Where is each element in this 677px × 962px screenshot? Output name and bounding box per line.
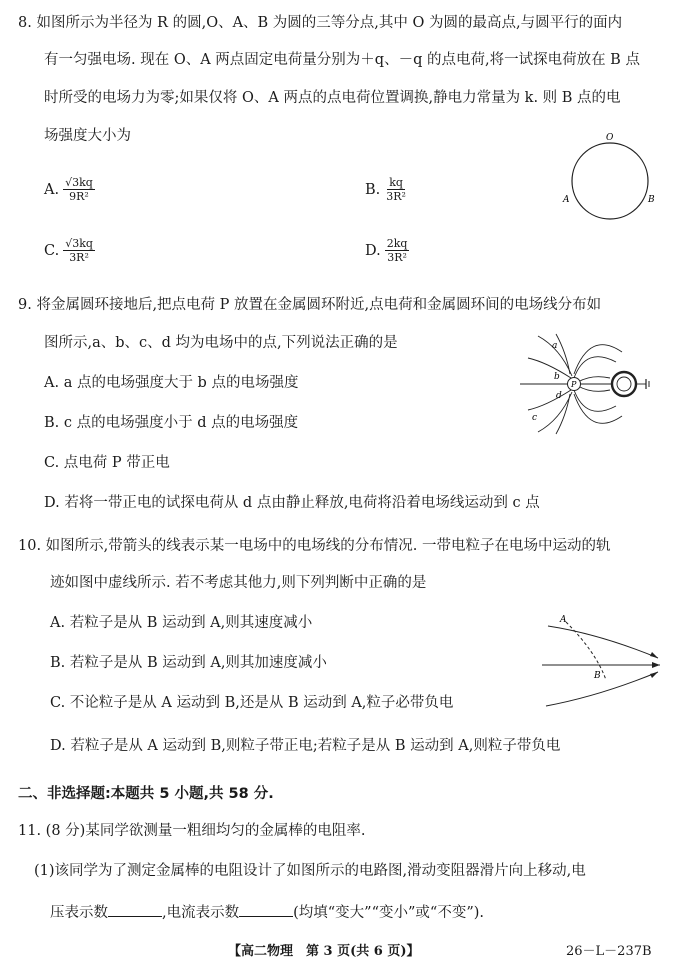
q9-option-b: B. c 点的电场强度小于 d 点的电场强度 — [44, 415, 299, 431]
option-fraction — [63, 237, 95, 264]
q11-stem-line-2: (1)该同学为了测定金属棒的电阻设计了如图所示的电路图,滑动变阻器滑片向上移动,电 — [34, 863, 586, 879]
fraction-numerator: 2kq — [386, 237, 408, 250]
q8-stem-line-2: 有一匀强电场. 现在 O、A 两点固定电荷量分别为＋q、－q 的点电荷,将一试探电荷放在 B 点 — [44, 52, 640, 68]
q9-option-a: A. a 点的电场强度大于 b 点的电场强度 — [44, 375, 299, 391]
page-footer-code: 26－L－237B — [566, 944, 652, 959]
q9-option-c: C. 点电荷 P 带正电 — [44, 455, 170, 471]
q10-stem-line-2: 迹如图中虚线所示. 若不考虑其他力,则下列判断中正确的是 — [50, 575, 427, 591]
label-c: c — [532, 413, 538, 423]
q8-stem-line-1: 8. 如图所示为半径为 R 的圆,O、A、B 为圆的三等分点,其中 O 为圆的最高点,与圆平行的面内 — [18, 15, 623, 31]
answer-blank-voltage[interactable] — [108, 902, 162, 917]
q8-option-a — [44, 176, 95, 203]
fraction-denominator: 9R² — [69, 190, 89, 203]
q8-circle-figure — [560, 128, 660, 228]
q10-option-d: D. 若粒子是从 A 运动到 B,则粒子带正电;若粒子是从 B 运动到 A,则粒子带负电 — [50, 738, 561, 754]
label-O: O — [606, 133, 614, 143]
label-B: B — [594, 671, 601, 681]
fraction-denominator: 3R² — [69, 251, 89, 264]
label-b: b — [554, 372, 560, 382]
label-A: A — [560, 615, 567, 625]
option-label: A. — [44, 181, 60, 198]
q11-text-part-3: (均填“变大”“变小”或“不变”). — [293, 905, 485, 921]
q10-option-a: A. 若粒子是从 B 运动到 A,则其速度减小 — [50, 615, 313, 631]
label-B: B — [648, 195, 655, 205]
label-a: a — [552, 341, 558, 351]
answer-blank-current[interactable] — [239, 902, 293, 917]
q9-field-lines-figure — [516, 328, 656, 440]
option-fraction — [385, 237, 410, 264]
fraction-numerator: √3kq — [65, 176, 93, 189]
q10-option-c: C. 不论粒子是从 A 运动到 B,还是从 B 运动到 A,粒子必带负电 — [50, 695, 454, 711]
page-footer-title: 【高二物理 第 3 页(共 6 页)】 — [228, 944, 420, 959]
option-label: B. — [365, 181, 381, 198]
q8-option-d — [365, 237, 409, 264]
q10-option-b: B. 若粒子是从 B 运动到 A,则其加速度减小 — [50, 655, 327, 671]
label-d: d — [556, 391, 562, 401]
q10-field-lines-figure — [540, 612, 664, 712]
q10-stem-line-1: 10. 如图所示,带箭头的线表示某一电场中的电场线的分布情况. 一带电粒子在电场中运动的轨 — [18, 538, 611, 554]
q9-stem-line-1: 9. 将金属圆环接地后,把点电荷 P 放置在金属圆环附近,点电荷和金属圆环间的电场线分布如 — [18, 297, 602, 313]
option-label: C. — [44, 242, 60, 259]
fraction-denominator: 3R² — [387, 251, 407, 264]
q11-text-part-2: ,电流表示数 — [162, 905, 240, 921]
q8-stem-line-3: 时所受的电场力为零;如果仅将 O、A 两点的点电荷位置调换,静电力常量为 k. 则 B 点的电 — [44, 90, 621, 106]
metal-ring — [612, 372, 636, 396]
fraction-numerator: kq — [389, 176, 403, 189]
q8-option-b — [365, 176, 408, 203]
q11-stem-line-3 — [50, 902, 484, 923]
q8-option-c — [44, 237, 95, 264]
label-P: P — [571, 380, 577, 389]
q8-stem-line-4: 场强度大小为 — [44, 128, 131, 144]
label-A: A — [563, 195, 570, 205]
fraction-numerator: √3kq — [65, 237, 93, 250]
q9-stem-line-2: 图所示,a、b、c、d 均为电场中的点,下列说法正确的是 — [44, 335, 398, 351]
section-2-heading: 二、非选择题:本题共 5 小题,共 58 分. — [18, 786, 274, 802]
q11-text-part-1: 压表示数 — [50, 905, 108, 921]
q9-option-d: D. 若将一带正电的试探电荷从 d 点由静止释放,电荷将沿着电场线运动到 c 点 — [44, 495, 540, 511]
option-fraction — [384, 176, 408, 203]
ring-inner — [617, 377, 631, 391]
fraction-denominator: 3R² — [386, 190, 406, 203]
q11-stem-line-1: 11. (8 分)某同学欲测量一粗细均匀的金属棒的电阻率. — [18, 823, 366, 839]
option-label: D. — [365, 242, 381, 259]
option-fraction — [63, 176, 95, 203]
circle-outline — [572, 143, 648, 219]
